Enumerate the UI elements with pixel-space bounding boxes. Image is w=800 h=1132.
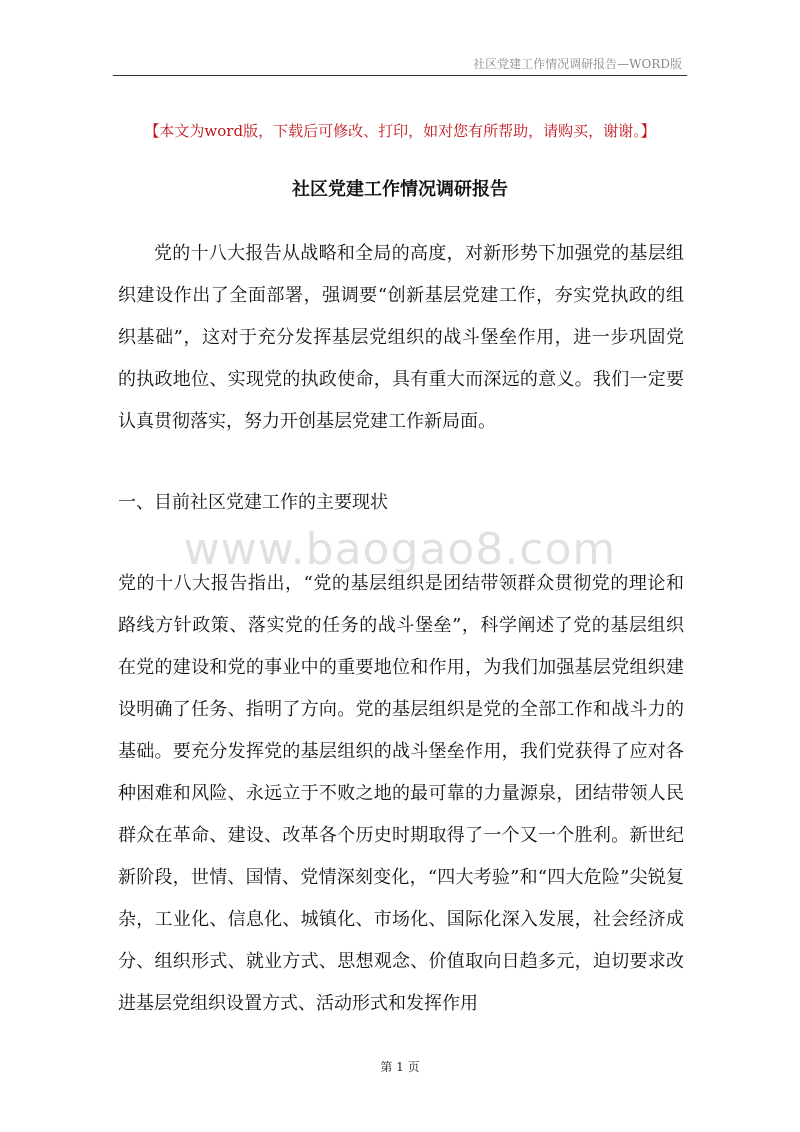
intro-paragraph: 党的十八大报告从战略和全局的高度，对新形势下加强党的基层组织建设作出了全面部署，强调要“创新基层党建工作，夯实党执政的组织基础”，这对于充分发挥基层党组织的战斗堡垒作用，进一步巩固党的执政地位、实现党的执政使命，具有重大而深远的意义。我们一定要认真贯彻落实，努力开创基层党建工作新局面。 (118, 243, 684, 432)
running-header: 社区党建工作情况调研报告—WORD版 (473, 57, 682, 71)
header-divider (113, 75, 687, 76)
section-paragraph: 党的十八大报告指出，“党的基层组织是团结带领群众贯彻党的理论和路线方针政策、落实党的任务的战斗堡垒”，科学阐述了党的基层组织在党的建设和党的事业中的重要地位和作用，为我们加强基层党组织建设明确了任务、指明了方向。党的基层组织是党的全部工作和战斗力的基础。要充分发挥党的基层组织的战斗堡垒作用，我们党获得了应对各种困难和风险、永远立于不败之地的最可靠的力量源泉，团结带领人民群众在革命、建设、改革各个历史时期取得了一个又一个胜利。新世纪新阶段，世情、国情、党情深刻变化，“四大考验”和“四大危险”尖锐复杂，工业化、信息化、城镇化、市场化、国际化深入发展，社会经济成分、组织形式、就业方式、思想观念、价值取向日趋多元，迫切要求改进基层党组织设置方式、活动形式和发挥作用 (118, 573, 684, 1014)
document-title: 社区党建工作情况调研报告 (292, 179, 508, 200)
purchase-notice: 【本文为word版，下载后可修改、打印，如对您有所帮助，请购买，谢谢。】 (144, 122, 656, 140)
section-heading: 一、目前社区党建工作的主要现状 (118, 492, 388, 513)
watermark: www.baogao8.com (183, 524, 617, 575)
page-number: 第 1 页 (380, 1060, 420, 1074)
